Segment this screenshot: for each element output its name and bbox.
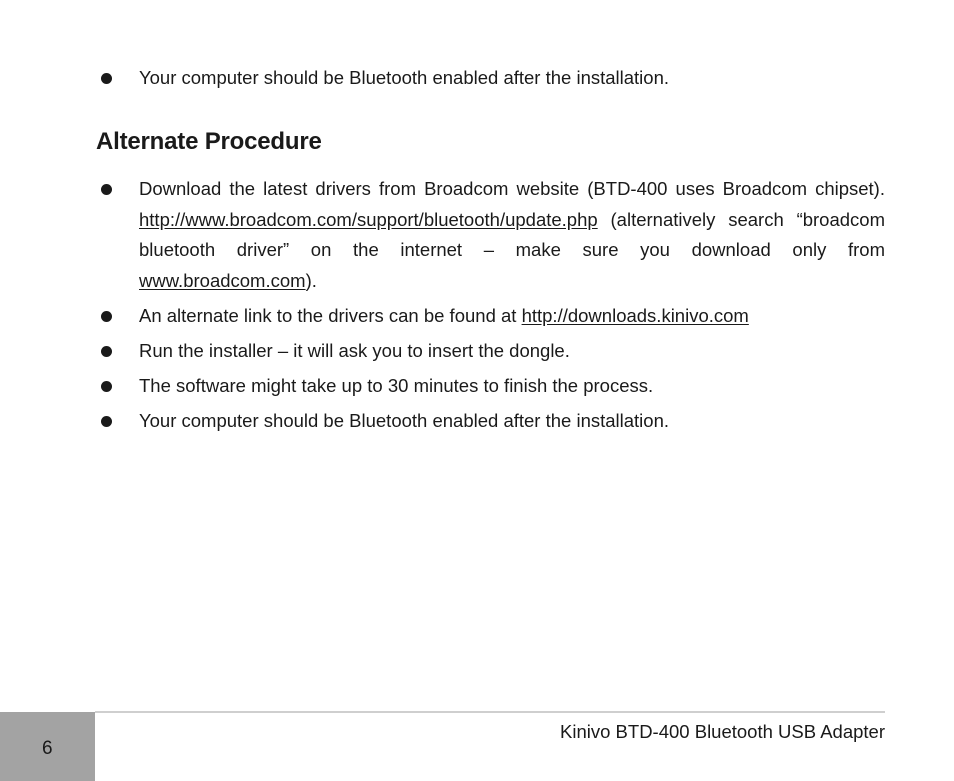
footer-divider xyxy=(95,711,885,713)
list-item xyxy=(98,174,885,296)
text-segment: (alternatively search “broadcom bluetooth driver” on the internet – make sure you download only from xyxy=(139,208,885,260)
footer-title: Kinivo BTD-400 Bluetooth USB Adapter xyxy=(560,721,885,742)
bullet-text xyxy=(139,174,885,296)
list-item xyxy=(98,371,885,402)
bullet-text: Run the installer – it will ask you to insert the dongle. xyxy=(139,340,570,361)
bullet-icon xyxy=(101,381,112,392)
broadcom-home-link[interactable]: www.broadcom.com xyxy=(139,269,306,291)
bullet-icon xyxy=(101,416,112,427)
bullet-icon xyxy=(101,73,112,84)
list-item xyxy=(98,336,885,367)
list-item xyxy=(98,301,885,332)
page-number-box xyxy=(0,712,95,781)
bullet-icon xyxy=(101,184,112,195)
kinivo-downloads-link[interactable]: http://downloads.kinivo.com xyxy=(521,305,749,326)
text-segment: An alternate link to the drivers can be found at xyxy=(139,305,522,326)
text-segment: ). xyxy=(305,269,317,291)
section-heading: Alternate Procedure xyxy=(96,128,322,155)
bullet-text xyxy=(139,301,885,332)
list-item xyxy=(98,406,885,437)
bullet-text: Your computer should be Bluetooth enabled after the installation. xyxy=(139,67,670,88)
page-number: 6 xyxy=(42,738,53,759)
broadcom-update-link[interactable]: http://www.broadcom.com/support/bluetooth/update.php xyxy=(139,208,598,230)
bullet-text: Your computer should be Bluetooth enabled after the installation. xyxy=(139,410,670,431)
bullet-icon xyxy=(101,311,112,322)
bullet-text: The software might take up to 30 minutes to finish the process. xyxy=(139,375,654,396)
list-item xyxy=(98,63,885,94)
bullet-icon xyxy=(101,346,112,357)
text-segment: Download the latest drivers from Broadcom website (BTD-400 uses Broadcom chipset). xyxy=(139,178,885,199)
